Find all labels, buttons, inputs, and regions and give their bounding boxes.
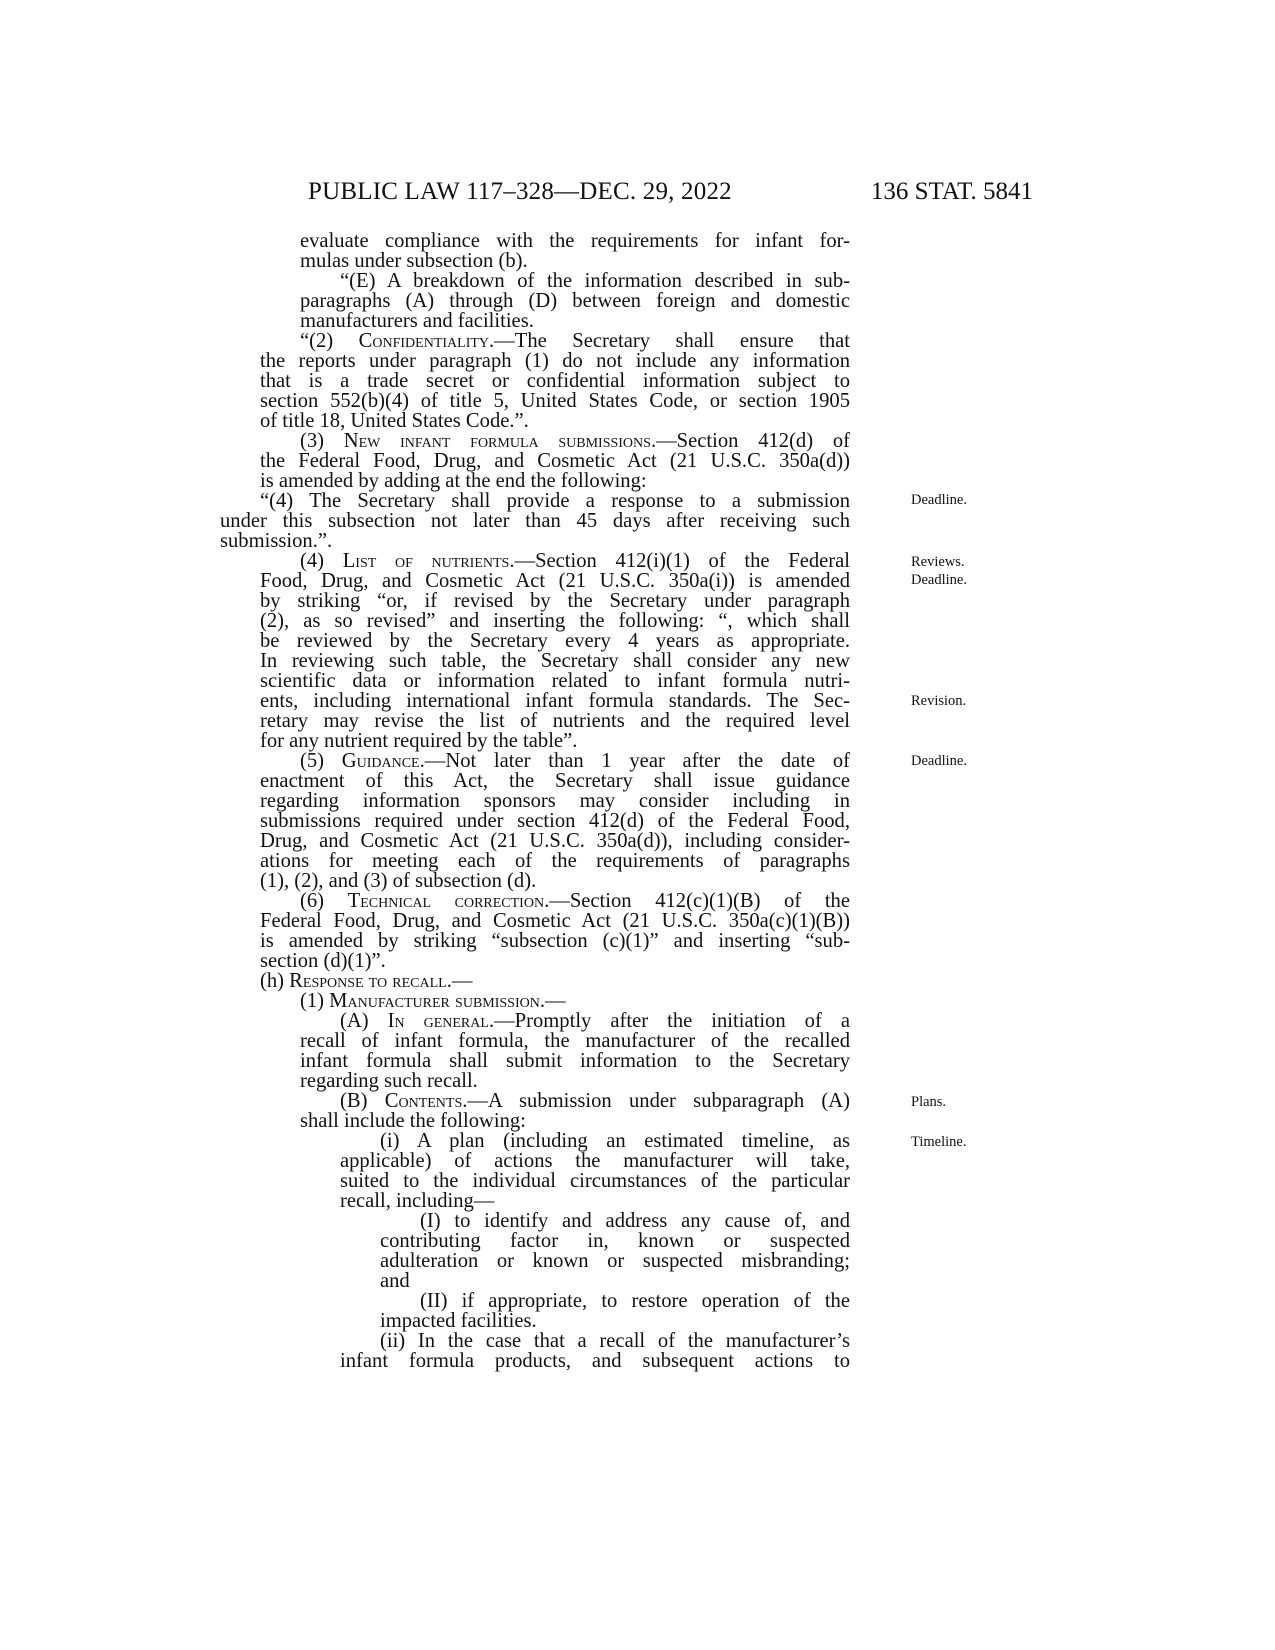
text-line: ents, including international infant formula standards. The Sec- xyxy=(260,690,850,712)
margin-note: Timeline. xyxy=(911,1134,967,1150)
text-line: recall of infant formula, the manufacturer of the recalled xyxy=(300,1030,850,1052)
header-page-number: 136 STAT. 5841 xyxy=(870,178,1033,205)
text-line: shall include the following: xyxy=(300,1110,526,1132)
text-line: section 552(b)(4) of title 5, United States Code, or section 1905 xyxy=(260,390,850,412)
margin-note: Revision. xyxy=(911,693,967,709)
text-line: paragraphs (A) through (D) between foreign and domestic xyxy=(300,290,850,312)
text-line: submissions required under section 412(d) of the Federal Food, xyxy=(260,810,850,832)
text-line: adulteration or known or suspected misbranding; xyxy=(380,1250,850,1272)
text-line: “(2) Confidentiality.—The Secretary shall ensure that xyxy=(300,330,850,352)
text-line: be reviewed by the Secretary every 4 years as appropriate. xyxy=(260,630,850,652)
text-line: recall, including— xyxy=(340,1190,495,1212)
text-line: the reports under paragraph (1) do not include any information xyxy=(260,350,850,372)
text-line: (3) New infant formula submissions.—Section 412(d) of xyxy=(300,430,850,452)
text-line: (5) Guidance.—Not later than 1 year after the date of xyxy=(300,750,850,772)
text-line: is amended by adding at the end the following: xyxy=(260,470,647,492)
text-line: impacted facilities. xyxy=(380,1310,537,1332)
text-line: In reviewing such table, the Secretary shall consider any new xyxy=(260,650,850,672)
text-line: contributing factor in, known or suspected xyxy=(380,1230,850,1252)
text-line: (ii) In the case that a recall of the manufacturer’s xyxy=(380,1330,850,1352)
text-line: Federal Food, Drug, and Cosmetic Act (21 U.S.C. 350a(c)(1)(B)) xyxy=(260,910,850,932)
text-line: (6) Technical correction.—Section 412(c)(1)(B) of the xyxy=(300,890,850,912)
text-line: (1), (2), and (3) of subsection (d). xyxy=(260,870,537,892)
text-line: (1) Manufacturer submission.— xyxy=(300,990,566,1012)
text-line: (B) Contents.—A submission under subparagraph (A) xyxy=(340,1090,850,1112)
text-line: “(E) A breakdown of the information described in sub- xyxy=(340,270,850,292)
text-line: evaluate compliance with the requirements for infant for- xyxy=(300,230,850,252)
margin-note: Plans. xyxy=(911,1094,947,1110)
text-line: under this subsection not later than 45 days after receiving such xyxy=(220,510,850,532)
text-line: for any nutrient required by the table”. xyxy=(260,730,578,752)
text-line: applicable) of actions the manufacturer will take, xyxy=(340,1150,850,1172)
text-line: regarding such recall. xyxy=(300,1070,478,1092)
text-line: (II) if appropriate, to restore operation of the xyxy=(420,1290,850,1312)
margin-note: Deadline. xyxy=(911,753,967,769)
text-line: (i) A plan (including an estimated timeline, as xyxy=(380,1130,850,1152)
text-line: submission.”. xyxy=(220,530,333,552)
text-line: by striking “or, if revised by the Secretary under paragraph xyxy=(260,590,850,612)
text-line: Food, Drug, and Cosmetic Act (21 U.S.C. 350a(i)) is amended xyxy=(260,570,850,592)
text-line: that is a trade secret or confidential information subject to xyxy=(260,370,850,392)
margin-note: Deadline. xyxy=(911,492,967,508)
text-line: (h) Response to recall.— xyxy=(260,970,473,992)
text-line: ations for meeting each of the requirements of paragraphs xyxy=(260,850,850,872)
text-line: is amended by striking “subsection (c)(1)” and inserting “sub- xyxy=(260,930,850,952)
text-line: (2), as so revised” and inserting the following: “, which shall xyxy=(260,610,850,632)
page-header xyxy=(308,178,1033,212)
text-line: mulas under subsection (b). xyxy=(300,250,528,272)
text-line: suited to the individual circumstances of the particular xyxy=(340,1170,850,1192)
text-line: section (d)(1)”. xyxy=(260,950,386,972)
text-line: (A) In general.—Promptly after the initiation of a xyxy=(340,1010,850,1032)
margin-note: Reviews. xyxy=(911,554,965,570)
header-title: PUBLIC LAW 117–328—DEC. 29, 2022 xyxy=(308,178,732,205)
text-line: enactment of this Act, the Secretary shall issue guidance xyxy=(260,770,850,792)
text-line: retary may revise the list of nutrients and the required level xyxy=(260,710,850,732)
text-line: Drug, and Cosmetic Act (21 U.S.C. 350a(d)), including consider- xyxy=(260,830,850,852)
text-line: and xyxy=(380,1270,410,1292)
text-line: infant formula shall submit information to the Secretary xyxy=(300,1050,850,1072)
text-line: regarding information sponsors may consider including in xyxy=(260,790,850,812)
text-line: “(4) The Secretary shall provide a response to a submission xyxy=(260,490,850,512)
text-line: (4) List of nutrients.—Section 412(i)(1) of the Federal xyxy=(300,550,850,572)
text-line: the Federal Food, Drug, and Cosmetic Act (21 U.S.C. 350a(d)) xyxy=(260,450,850,472)
text-line: infant formula products, and subsequent actions to xyxy=(340,1350,850,1372)
text-line: of title 18, United States Code.”. xyxy=(260,410,529,432)
margin-note: Deadline. xyxy=(911,572,967,588)
text-line: manufacturers and facilities. xyxy=(300,310,534,332)
text-line: (I) to identify and address any cause of, and xyxy=(420,1210,850,1232)
text-line: scientific data or information related to infant formula nutri- xyxy=(260,670,850,692)
